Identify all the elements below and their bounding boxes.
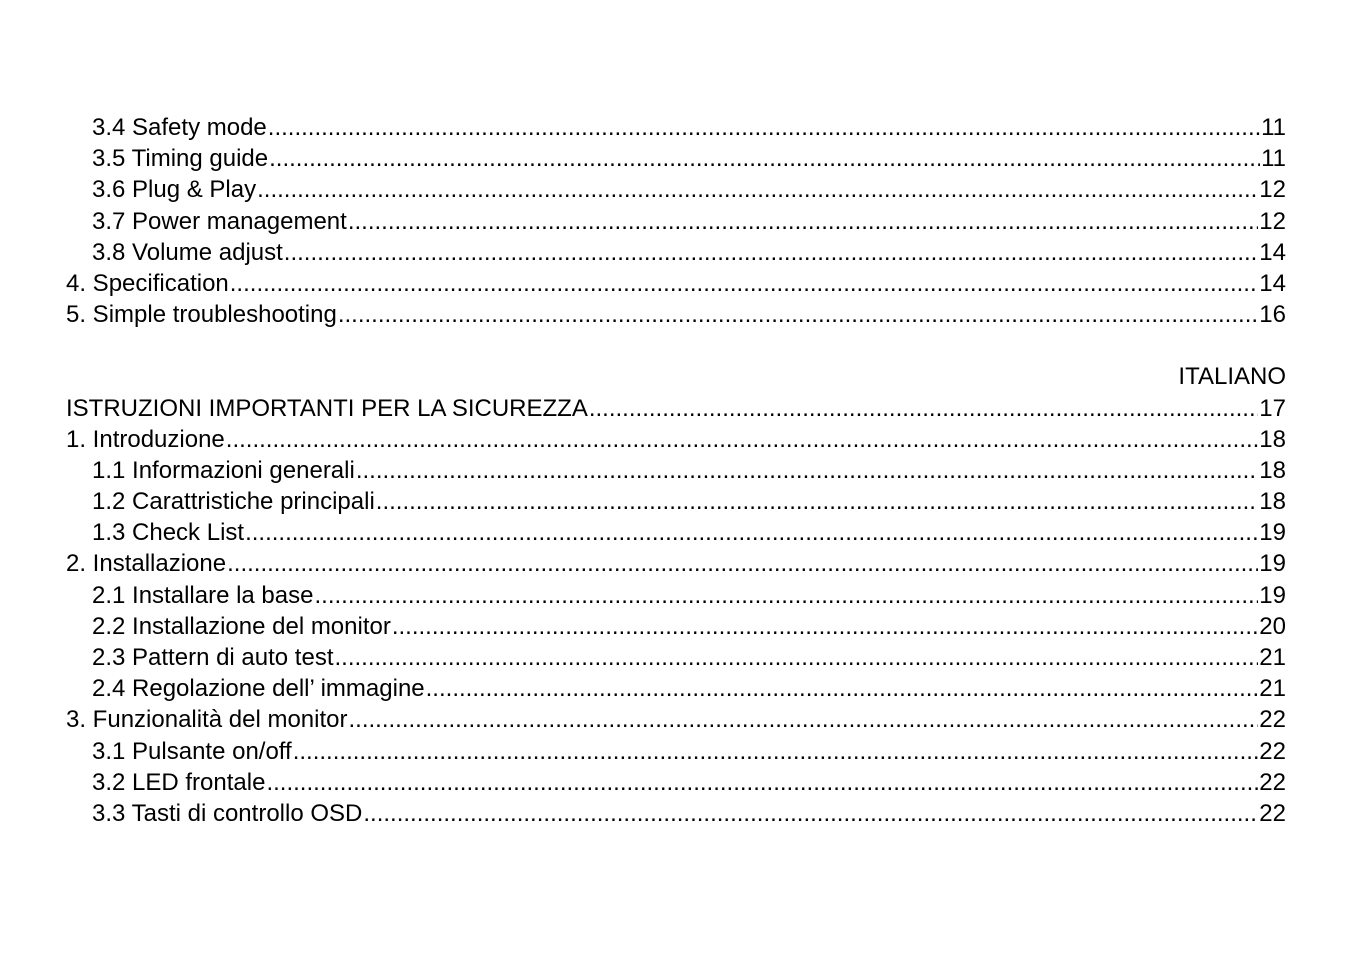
toc-entry-page-number: 19 <box>1259 581 1286 609</box>
toc-entry-page-number: 12 <box>1259 207 1286 235</box>
toc-entry-page-number: 12 <box>1259 176 1286 204</box>
toc-entry[interactable] <box>66 143 1286 174</box>
dot-leader <box>257 174 1258 205</box>
toc-entry-title: 3.1 Pulsante on/off <box>92 737 292 765</box>
dot-leader <box>392 611 1258 642</box>
toc-entry-page-number: 11 <box>1261 145 1286 173</box>
toc-section-italian <box>66 361 1286 829</box>
toc-entry-title: 4. Specification <box>66 269 229 297</box>
toc-entry-title: 2.1 Installare la base <box>92 581 314 609</box>
toc-entry[interactable] <box>66 736 1286 767</box>
toc-entry-page-number: 19 <box>1259 519 1286 547</box>
toc-entry-title: 1.3 Check List <box>92 519 245 547</box>
toc-entry-page-number: 14 <box>1259 269 1286 297</box>
toc-entry-title: 1. Introduzione <box>66 425 225 453</box>
toc-entry[interactable] <box>66 642 1286 673</box>
dot-leader <box>245 517 1258 548</box>
toc-entry-title: 1.1 Informazioni generali <box>92 456 355 484</box>
toc-entry[interactable] <box>66 580 1286 611</box>
toc-entry[interactable] <box>66 455 1286 486</box>
dot-leader <box>348 206 1258 237</box>
toc-entry[interactable] <box>66 517 1286 548</box>
toc-entry-page-number: 22 <box>1259 768 1286 796</box>
toc-entry-page-number: 17 <box>1259 394 1286 422</box>
dot-leader <box>376 486 1259 517</box>
toc-entry-title: 3.5 Timing guide <box>92 145 269 173</box>
toc-entry-page-number: 21 <box>1259 675 1286 703</box>
toc-entry[interactable] <box>66 393 1286 424</box>
toc-entry-title: 3. Funzionalità del monitor <box>66 706 348 734</box>
toc-entry-title: 3.4 Safety mode <box>92 114 267 141</box>
toc-entry[interactable] <box>66 548 1286 579</box>
toc-entry[interactable] <box>66 424 1286 455</box>
toc-entry[interactable] <box>66 206 1286 237</box>
toc-entry-title: 2.2 Installazione del monitor <box>92 612 391 640</box>
toc-entry-title: 3.7 Power management <box>92 207 347 235</box>
toc-entry-page-number: 18 <box>1259 425 1286 453</box>
dot-leader <box>230 268 1259 299</box>
toc-entry[interactable] <box>66 237 1286 268</box>
toc-entry-title: 3.6 Plug & Play <box>92 176 257 204</box>
toc-entry-title: 2. Installazione <box>66 550 227 578</box>
toc-entry[interactable] <box>66 112 1286 143</box>
dot-leader <box>284 237 1259 268</box>
toc-entry-title: 3.2 LED frontale <box>92 768 266 796</box>
toc-entry[interactable] <box>66 767 1286 798</box>
toc-entry[interactable] <box>66 486 1286 517</box>
toc-entry-title: ISTRUZIONI IMPORTANTI PER LA SICUREZZA <box>66 394 588 422</box>
toc-entry-page-number: 22 <box>1259 799 1286 827</box>
dot-leader <box>589 393 1258 424</box>
toc-entry[interactable] <box>66 798 1286 829</box>
dot-leader <box>268 112 1260 143</box>
dot-leader <box>227 548 1258 579</box>
toc-entry-title: 5. Simple troubleshooting <box>66 301 337 329</box>
language-heading: ITALIANO <box>1178 363 1286 391</box>
toc-entry[interactable] <box>66 673 1286 704</box>
dot-leader <box>363 798 1258 829</box>
dot-leader <box>226 424 1259 455</box>
toc-section-english <box>66 112 1286 330</box>
dot-leader <box>335 642 1259 673</box>
toc-entry-page-number: 16 <box>1259 301 1286 329</box>
toc-entries-italian <box>66 393 1286 830</box>
dot-leader <box>314 580 1258 611</box>
toc-entry-title: 2.3 Pattern di auto test <box>92 644 334 671</box>
toc-entry-page-number: 11 <box>1261 114 1286 141</box>
toc-entry-title: 3.8 Volume adjust <box>92 238 283 266</box>
toc-entry[interactable] <box>66 704 1286 735</box>
dot-leader <box>348 704 1258 735</box>
toc-entry-title: 1.2 Carattristiche principali <box>92 488 375 516</box>
toc-entry-page-number: 22 <box>1259 706 1286 734</box>
toc-entry[interactable] <box>66 299 1286 330</box>
dot-leader <box>269 143 1260 174</box>
toc-entry[interactable] <box>66 174 1286 205</box>
toc-entry-page-number: 18 <box>1259 456 1286 484</box>
toc-entry-page-number: 18 <box>1259 488 1286 516</box>
toc-entry-page-number: 14 <box>1259 238 1286 266</box>
dot-leader <box>293 736 1259 767</box>
toc-entry-page-number: 22 <box>1259 737 1286 765</box>
toc-entry-title: 3.3 Tasti di controllo OSD <box>92 799 363 827</box>
toc-entry-page-number: 21 <box>1259 644 1286 671</box>
dot-leader <box>266 767 1258 798</box>
dot-leader <box>338 299 1258 330</box>
dot-leader <box>426 673 1259 704</box>
toc-entry-page-number: 20 <box>1259 612 1286 640</box>
toc-entry-page-number: 19 <box>1259 550 1286 578</box>
table-of-contents <box>66 112 1286 829</box>
toc-entry-title: 2.4 Regolazione dell’ immagine <box>92 675 425 703</box>
toc-entry[interactable] <box>66 268 1286 299</box>
toc-entry[interactable] <box>66 611 1286 642</box>
dot-leader <box>356 455 1258 486</box>
